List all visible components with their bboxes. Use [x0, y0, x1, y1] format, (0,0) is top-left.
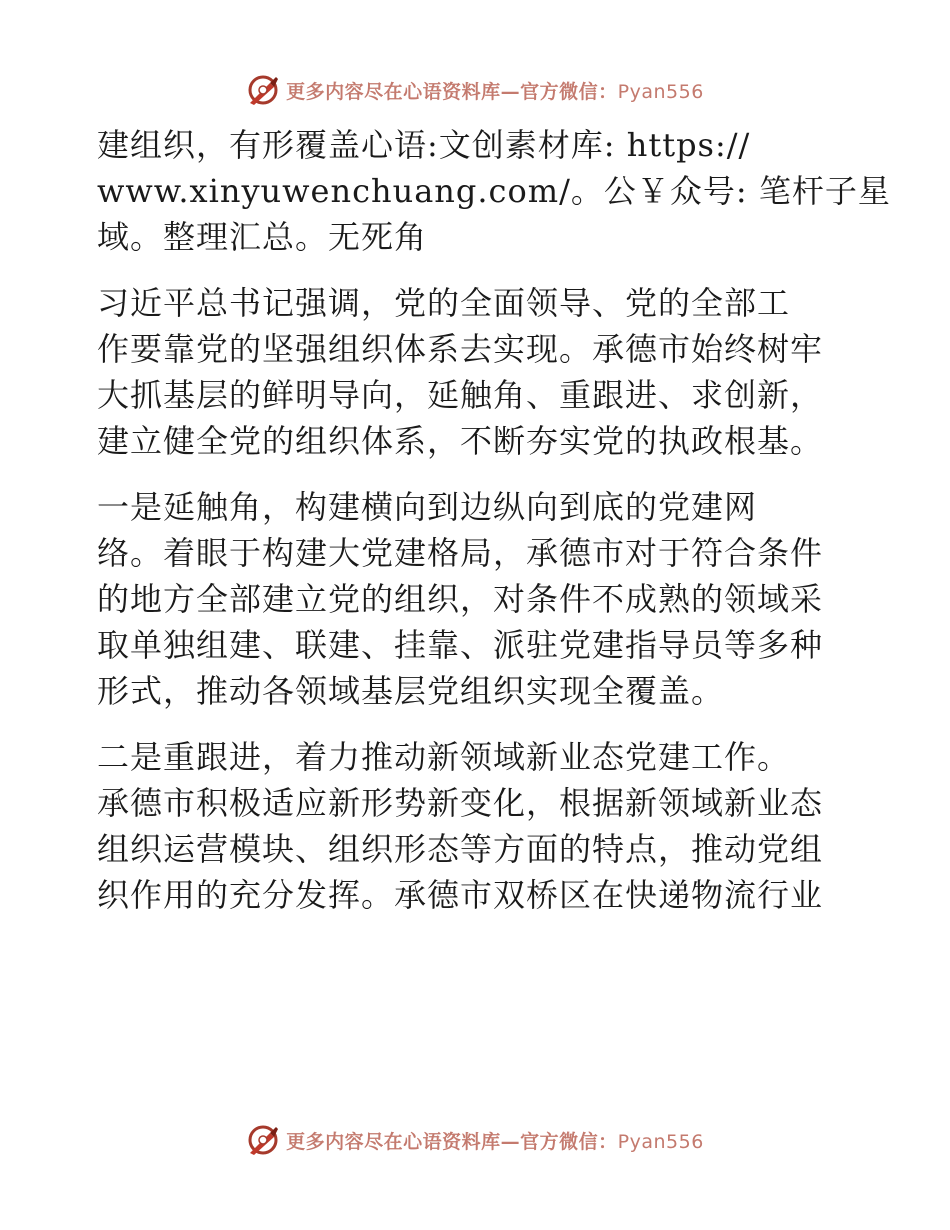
text-line: 习近平总书记强调，党的全面领导、党的全部工	[97, 284, 791, 322]
header-watermark-banner	[0, 70, 950, 110]
paragraph-overview	[97, 280, 857, 464]
footer-watermark-banner	[0, 1120, 950, 1160]
text-line: 大抓基层的鲜明导向，延触角、重跟进、求创新，	[97, 376, 824, 414]
text-line: 建组织，有形覆盖心语:文创素材库: https://	[97, 126, 751, 164]
paragraph-point-one	[97, 484, 857, 714]
header-wechat-id: Pyan556	[617, 80, 704, 103]
footer-watermark-text: 更多内容尽在心语资料库—官方微信：Pyan556	[286, 1130, 704, 1153]
pen-logo-icon	[246, 1123, 280, 1157]
footer-wechat-id: Pyan556	[617, 1130, 704, 1153]
text-line: 组织运营模块、组织形态等方面的特点，推动党组	[97, 830, 824, 868]
text-line: 形式，推动各领域基层党组织实现全覆盖。	[97, 672, 725, 710]
text-line: 二是重跟进，着力推动新领域新业态党建工作。	[97, 738, 791, 776]
paragraph-point-two	[97, 734, 857, 918]
text-line: 织作用的充分发挥。承德市双桥区在快递物流行业	[97, 876, 824, 914]
text-line: 一是延触角，构建横向到边纵向到底的党建网	[97, 488, 758, 526]
header-watermark-text: 更多内容尽在心语资料库—官方微信：Pyan556	[286, 80, 704, 103]
text-line: 络。着眼于构建大党建格局，承德市对于符合条件	[97, 534, 824, 572]
text-line: 的地方全部建立党的组织，对条件不成熟的领域采	[97, 580, 824, 618]
paragraph-intro	[97, 122, 891, 260]
text-line: 承德市积极适应新形势新变化，根据新领域新业态	[97, 784, 824, 822]
pen-logo-icon	[246, 73, 280, 107]
text-line: 建立健全党的组织体系，不断夯实党的执政根基。	[97, 422, 824, 460]
text-line: 作要靠党的坚强组织体系去实现。承德市始终树牢	[97, 330, 824, 368]
text-line: 域。整理汇总。无死角	[97, 218, 428, 256]
document-body	[97, 122, 891, 938]
text-line: www.xinyuwenchuang.com/。公￥众号: 笔杆子星	[97, 172, 891, 210]
text-line: 取单独组建、联建、挂靠、派驻党建指导员等多种	[97, 626, 824, 664]
